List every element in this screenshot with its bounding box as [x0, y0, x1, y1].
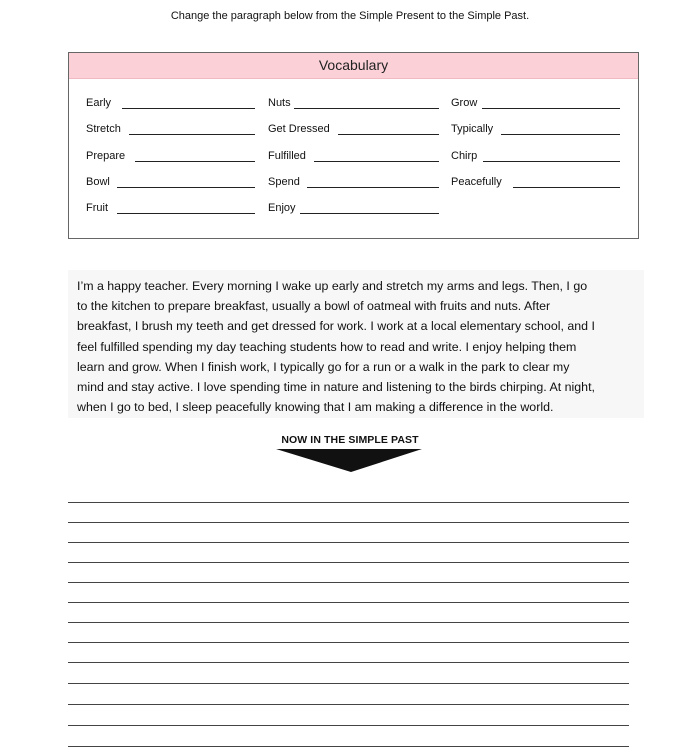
vocab-item-stretch — [86, 122, 256, 136]
vocab-item-chirp — [451, 149, 621, 163]
vocab-answer-blank[interactable] — [122, 108, 255, 109]
vocab-word: Enjoy — [268, 202, 296, 214]
vocab-answer-blank[interactable] — [117, 213, 255, 214]
vocab-word: Bowl — [86, 176, 110, 188]
vocab-item-grow — [451, 96, 621, 110]
vocab-answer-blank[interactable] — [501, 134, 620, 135]
answer-line[interactable] — [68, 502, 629, 503]
paragraph-line: breakfast, I brush my teeth and get dressed for work. I work at a local elementary school, and I — [77, 319, 595, 334]
vocab-item-early — [86, 96, 256, 110]
paragraph-line: to the kitchen to prepare breakfast, usually a bowl of oatmeal with fruits and nuts. After — [77, 299, 551, 314]
vocabulary-box — [68, 52, 639, 239]
vocabulary-title: Vocabulary — [69, 53, 638, 79]
answer-line[interactable] — [68, 662, 629, 663]
vocab-item-get-dressed — [268, 122, 440, 136]
vocab-item-nuts — [268, 96, 440, 110]
vocab-word: Stretch — [86, 123, 121, 135]
vocab-word: Spend — [268, 176, 300, 188]
down-arrow-icon — [276, 449, 422, 473]
vocab-answer-blank[interactable] — [135, 161, 255, 162]
answer-line[interactable] — [68, 622, 629, 623]
vocab-item-bowl — [86, 175, 256, 189]
vocab-item-spend — [268, 175, 440, 189]
vocab-item-prepare — [86, 149, 256, 163]
instruction-text: Change the paragraph below from the Simple Present to the Simple Past. — [170, 10, 530, 22]
paragraph-text — [77, 276, 639, 417]
paragraph-line: learn and grow. When I finish work, I typically go for a run or a walk in the park to clear my — [77, 359, 570, 374]
vocab-item-enjoy — [268, 201, 440, 215]
vocab-answer-blank[interactable] — [300, 213, 439, 214]
answer-line[interactable] — [68, 522, 629, 523]
answer-line[interactable] — [68, 642, 629, 643]
vocab-word: Chirp — [451, 150, 478, 162]
vocab-answer-blank[interactable] — [483, 161, 620, 162]
vocab-answer-blank[interactable] — [307, 187, 439, 188]
vocab-item-typically — [451, 122, 621, 136]
answer-line[interactable] — [68, 683, 629, 684]
vocab-item-fulfilled — [268, 149, 440, 163]
paragraph-line: feel fulfilled spending my day teaching students how to read and write. I enjoy helping them — [77, 339, 577, 354]
vocab-word: Peacefully — [451, 176, 502, 188]
answer-line[interactable] — [68, 602, 629, 603]
answer-line[interactable] — [68, 725, 629, 726]
answer-line[interactable] — [68, 704, 629, 705]
vocab-word: Early — [86, 97, 112, 109]
paragraph-panel — [68, 270, 644, 418]
vocab-word: Fruit — [86, 202, 108, 214]
vocab-word: Fulfilled — [268, 150, 306, 162]
answer-line[interactable] — [68, 542, 629, 543]
vocab-answer-blank[interactable] — [294, 108, 439, 109]
vocab-word: Nuts — [268, 97, 291, 109]
answer-line[interactable] — [68, 746, 629, 747]
answer-line[interactable] — [68, 582, 629, 583]
vocab-word: Prepare — [86, 150, 126, 162]
vocab-answer-blank[interactable] — [338, 134, 439, 135]
vocab-answer-blank[interactable] — [129, 134, 255, 135]
vocab-word: Typically — [451, 123, 494, 135]
answer-line[interactable] — [68, 562, 629, 563]
vocab-item-fruit — [86, 201, 256, 215]
paragraph-line: I’m a happy teacher. Every morning I wake up early and stretch my arms and legs. Then, I go — [77, 279, 588, 293]
paragraph-line: when I go to bed, I sleep peacefully knowing that I am making a difference in the world. — [77, 400, 554, 415]
vocab-answer-blank[interactable] — [482, 108, 620, 109]
vocab-answer-blank[interactable] — [513, 187, 620, 188]
vocab-item-peacefully — [451, 175, 621, 189]
vocab-answer-blank[interactable] — [314, 161, 439, 162]
paragraph-line: mind and stay active. I love spending time in nature and listening to the birds chirping. At night, — [77, 380, 595, 395]
simple-past-label: NOW IN THE SIMPLE PAST — [281, 434, 419, 446]
vocab-answer-blank[interactable] — [117, 187, 255, 188]
vocab-word: Grow — [451, 97, 478, 109]
vocab-word: Get Dressed — [268, 123, 330, 135]
